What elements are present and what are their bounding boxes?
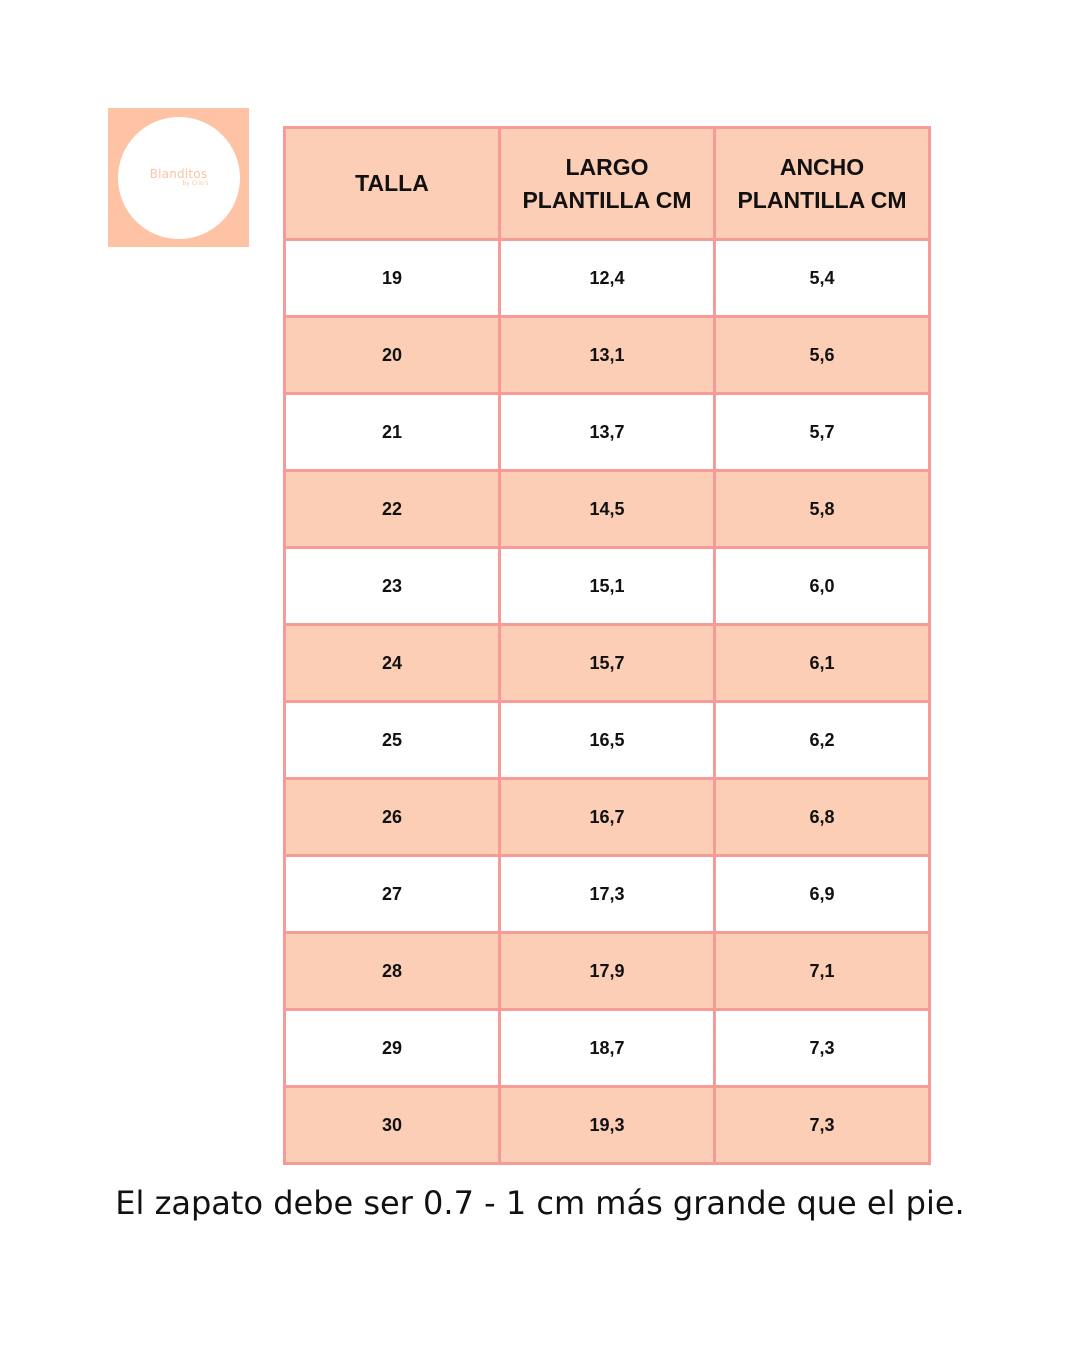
cell-ancho: 5,6: [715, 317, 930, 394]
cell-ancho: 6,1: [715, 625, 930, 702]
cell-ancho: 5,8: [715, 471, 930, 548]
table-row: [285, 702, 930, 779]
footnote-text: El zapato debe ser 0.7 - 1 cm más grande que el pie.: [115, 1184, 965, 1222]
cell-largo: 19,3: [500, 1087, 715, 1164]
cell-ancho: 5,7: [715, 394, 930, 471]
cell-ancho: 6,2: [715, 702, 930, 779]
brand-logo: [108, 108, 249, 247]
cell-largo: 16,7: [500, 779, 715, 856]
table-row: [285, 625, 930, 702]
cell-ancho: 6,8: [715, 779, 930, 856]
header-talla: [285, 128, 500, 240]
cell-talla: 29: [285, 1010, 500, 1087]
cell-talla: 27: [285, 856, 500, 933]
cell-ancho: 7,1: [715, 933, 930, 1010]
table-row: [285, 394, 930, 471]
header-talla-label: TALLA: [355, 170, 429, 196]
table-row: [285, 1010, 930, 1087]
header-largo: [500, 128, 715, 240]
logo-subtitle: by Crio's: [182, 180, 209, 187]
table-row: [285, 548, 930, 625]
cell-ancho: 5,4: [715, 240, 930, 317]
logo-name: Blanditos: [149, 167, 208, 181]
cell-largo: 14,5: [500, 471, 715, 548]
size-chart-table: [283, 126, 931, 1165]
header-ancho-line2: PLANTILLA CM: [737, 186, 907, 213]
cell-talla: 22: [285, 471, 500, 548]
cell-largo: 16,5: [500, 702, 715, 779]
table-header-row: [285, 128, 930, 240]
cell-largo: 17,9: [500, 933, 715, 1010]
header-largo-line1: LARGO: [565, 153, 649, 180]
cell-largo: 15,1: [500, 548, 715, 625]
header-ancho: [715, 128, 930, 240]
table-row: [285, 240, 930, 317]
cell-talla: 25: [285, 702, 500, 779]
cell-largo: 12,4: [500, 240, 715, 317]
cell-talla: 23: [285, 548, 500, 625]
table-row: [285, 317, 930, 394]
table-row: [285, 471, 930, 548]
table-row: [285, 856, 930, 933]
table-row: [285, 933, 930, 1010]
cell-largo: 18,7: [500, 1010, 715, 1087]
cell-largo: 13,7: [500, 394, 715, 471]
cell-ancho: 6,0: [715, 548, 930, 625]
cell-ancho: 7,3: [715, 1087, 930, 1164]
table-row: [285, 779, 930, 856]
cell-largo: 15,7: [500, 625, 715, 702]
cell-talla: 26: [285, 779, 500, 856]
cell-talla: 20: [285, 317, 500, 394]
cell-ancho: 6,9: [715, 856, 930, 933]
cell-talla: 28: [285, 933, 500, 1010]
cell-talla: 30: [285, 1087, 500, 1164]
table-row: [285, 1087, 930, 1164]
header-largo-line2: PLANTILLA CM: [522, 186, 692, 213]
cell-talla: 21: [285, 394, 500, 471]
cell-largo: 13,1: [500, 317, 715, 394]
logo-circle: [118, 117, 240, 239]
cell-talla: 24: [285, 625, 500, 702]
cell-largo: 17,3: [500, 856, 715, 933]
header-ancho-line1: ANCHO: [779, 153, 865, 180]
cell-talla: 19: [285, 240, 500, 317]
cell-ancho: 7,3: [715, 1010, 930, 1087]
